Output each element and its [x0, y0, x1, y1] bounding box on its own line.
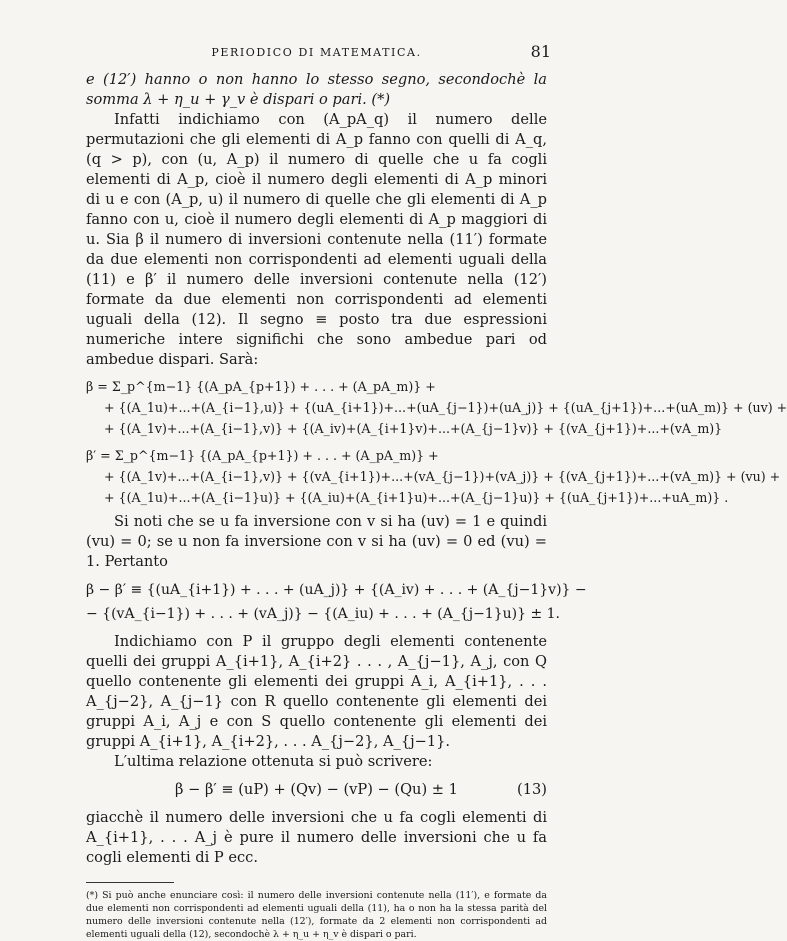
paragraph-giacche: giacchè il numero delle inversioni che u fa cogli elementi di A_{i+1}, . . . A_j è pure il numero delle inversioni che u fa cogli elementi di P ecc.	[86, 809, 547, 866]
paragraph-ultima-relazione: L′ultima relazione ottenuta si può scrivere:	[114, 753, 433, 770]
paragraph-infatti: Infatti indichiamo con (A_pA_q) il numero delle permutazioni che gli elementi di A_p fanno con quelli di A_q, (q > p), con (u, A_p) il numero di quelle che u fa cogli elementi di A_p, cioè il numero degli elementi di A_p minori di u e con (A_p, u) il numero di quelle che gli elementi di A_p fanno con u, cioè il numero degli elementi di A_p maggiori di u. Sia β il numero di inversioni contenute nella (11′) formate da due elementi non corrispondenti ad elementi uguali della (11) e β′ il numero delle inversioni contenute nella (12′) formate da due elementi non corrispondenti ad elementi uguali della (12). Il segno ≡ posto tra due espressioni numeriche intere significhi che sono ambedue pari od ambedue dispari. Sarà:	[86, 111, 547, 368]
paragraph-si-noti: Si noti che se u fa inversione con v si ha (uv) = 1 e quindi (vu) = 0; se u non fa inversione con v si ha (uv) = 0 ed (vu) = 1. Pertanto	[86, 513, 547, 570]
beta-prime-formula	[86, 445, 781, 508]
body-text	[86, 70, 787, 941]
beta-formula	[86, 376, 787, 439]
running-title: PERIODICO DI MATEMATICA.	[211, 46, 422, 59]
beta-prime-formula-line-1: β′ = Σ_p^{m−1} {(A_pA_{p+1}) + . . . + (A_pA_m)} +	[86, 448, 439, 463]
beta-formula-line-3: + {(A_1v)+...+(A_{i−1},v)} + {(A_iv)+(A_{i+1}v)+...+(A_{j−1}v)} + {(vA_{j+1})+...+(vA_m)}	[104, 421, 723, 436]
footnote: (*) Si può anche enunciare così: il numero delle inversioni contenute nella (11′), e formate da due elementi non corrispondenti ad elementi uguali della (11), ha o non ha la stessa parità del numero delle inversioni contenute nella (12′), formate da 2 elementi non corrispondenti ad elementi uguali della (12), secondochè λ + η_u + η_v è dispari o pari.	[86, 890, 547, 940]
difference-equation-line-2: − {(vA_{i−1}) + . . . + (vA_j)} − {(A_iu) + . . . + (A_{j−1}u)} ± 1.	[86, 606, 560, 622]
equation-13	[86, 778, 547, 802]
page-header	[0, 42, 633, 62]
beta-prime-formula-line-3: + {(A_1u)+...+(A_{i−1}u)} + {(A_iu)+(A_{i+1}u)+...+(A_{j−1}u)} + {(uA_{j+1})+...+uA_m)} .	[104, 490, 729, 505]
difference-equation	[86, 578, 587, 626]
beta-formula-line-2: + {(A_1u)+...+(A_{i−1},u)} + {(uA_{i+1})+...+(uA_{j−1})+(uA_j)} + {(uA_{j+1})+...+(uA_m)} + (uv) +	[104, 400, 787, 415]
footnote-divider	[86, 882, 174, 883]
paragraph-continuation: e (12′) hanno o non hanno lo stesso segno, secondochè la somma λ + η_u + γ_v è dispari o pari. (*)	[86, 71, 547, 108]
beta-formula-line-1: β = Σ_p^{m−1} {(A_pA_{p+1}) + . . . + (A_pA_m)} +	[86, 379, 436, 394]
difference-equation-line-1: β − β′ ≡ {(uA_{i+1}) + . . . + (uA_j)} + {(A_iv) + . . . + (A_{j−1}v)} −	[86, 582, 587, 598]
page-number: 81	[530, 42, 551, 61]
paragraph-indichiamo: Indichiamo con P il gruppo degli elementi contenente quelli dei gruppi A_{i+1}, A_{i+2} . . . , A_{j−1}, A_j, con Q quello contenente gli elementi dei gruppi A_i, A_{i+1}, . . . A_{j−2}, A_{j−1} con R quello contenente gli elementi dei gruppi A_i, A_j e con S quello contenente gli elementi dei gruppi A_{i+1}, A_{i+2}, . . . A_{j−2}, A_{j−1}.	[86, 633, 547, 750]
equation-13-number: (13)	[517, 781, 547, 798]
equation-13-body: β − β′ ≡ (uP) + (Qv) − (vP) − (Qu) ± 1	[175, 781, 458, 798]
beta-prime-formula-line-2: + {(A_1v)+...+(A_{i−1},v)} + {(vA_{i+1})+...+(vA_{j−1})+(vA_j)} + {(vA_{j+1})+...+(vA_m)} + (vu) +	[104, 469, 781, 484]
